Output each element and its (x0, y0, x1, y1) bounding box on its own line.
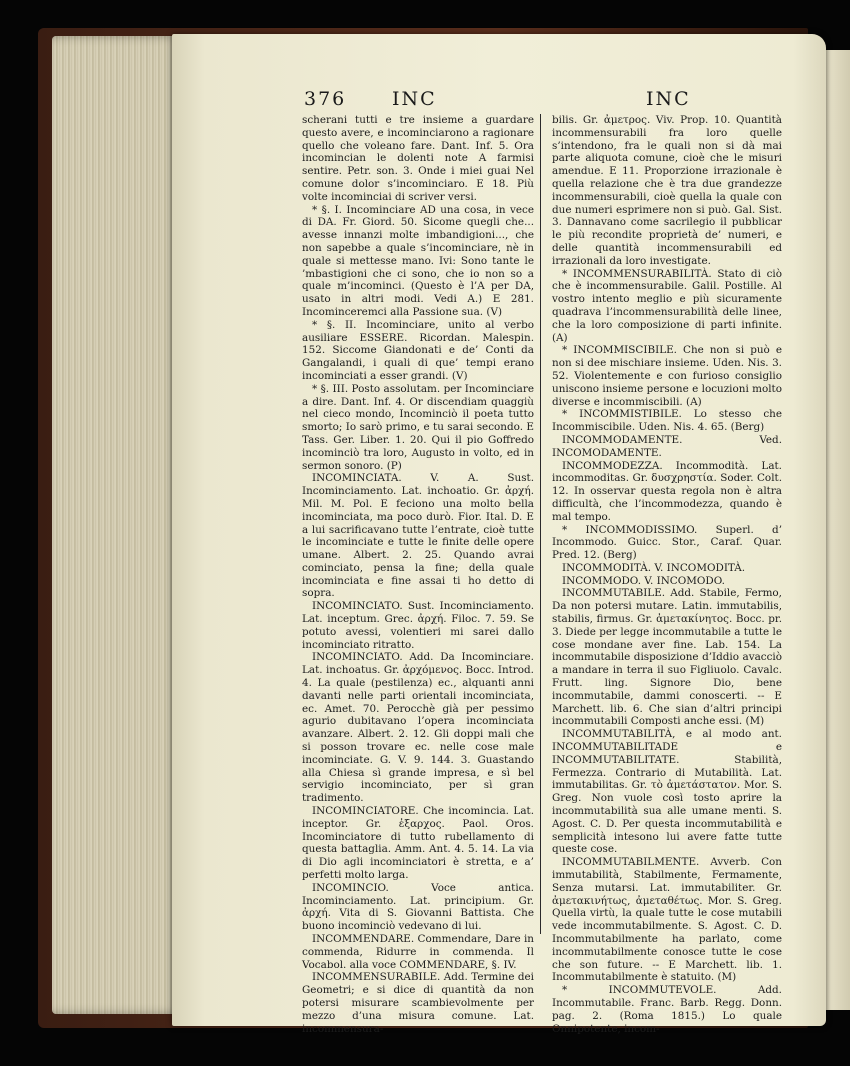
entry-paragraph: * INCOMMENSURABILITÀ. Stato di ciò che è incommensurabile. Galil. Postille. Al vostro intento meglio e più sicuramente quadrava l’incommensurabilità delle linee, che la loro composizione di parti infinite. (A) (552, 267, 782, 344)
entry-paragraph: * §. III. Posto assolutam. per Incominciare a dire. Dant. Inf. 4. Or discendiam quaggiù nel cieco mondo, Incominciò il poeta tutto smorto; Io sarò primo, e tu sarai secondo. E Tass. Ger. Liber. 1. 20. Qui il pio Goffredo incominciò tra loro, Augusto in volto, ed in sermon sonoro. (P) (302, 382, 534, 472)
entry-paragraph: INCOMMODITÀ. V. INCOMODITÀ. (562, 561, 746, 574)
running-head (0, 88, 850, 112)
entry-paragraph: * §. II. Incominciare, unito al verbo ausiliare ESSERE. Ricordan. Malespin. 152. Siccome Giandonati e de’ Conti da Gangalandi, i quali di que’ tempi erano incominciati a esser grandi. (V) (302, 318, 534, 382)
entry-paragraph: * INCOMMISCIBILE. Che non si può e non si dee mischiare insieme. Uden. Nis. 3. 52. Violentemente e con furioso consiglio uniscono insieme persone e locuzioni molto diverse e incommiscibili. (A) (552, 344, 782, 408)
entry-paragraph: INCOMINCIATORE. Che incomincia. Lat. inceptor. Gr. ἐξαρχος. Paol. Oros. Incominciatore di tutto rubellamento di questa battaglia. Amm. Ant. 4. 5. 14. La via di Dio agli incominciatori è stretta, e a’ perfetti molto larga. (302, 805, 534, 882)
column-divider (540, 114, 541, 934)
entry-paragraph: INCOMMUTABILMENTE. Avverb. Con immutabilità, Stabilmente, Fermamente, Senza mutarsi. Lat. immutabiliter. Gr. ἀμετακινήτως, ἀμεταθέτως. Mor. S. Greg. Quella virtù, la quale tutte le cose mutabili vede incommutabilmente. S. Agost. C. D. Incommutabilmente ha parlato, come incommutabilmente conosce tutte le cose che son future. -- E Marchett. lib. 1. Incommutabilmente è statuito. (M) (552, 856, 782, 984)
entry-paragraph: * INCOMMUTEVOLE. Add. Incommutabile. Franc. Barb. Regg. Donn. pag. 2. (Roma 1815.) Lo quale Onnipotente, incom- (552, 984, 782, 1035)
entry-paragraph: * INCOMMODISSIMO. Superl. d’ Incommodo. Guicc. Stor., Caraf. Quar. Pred. 12. (Berg) (552, 523, 782, 562)
entry-paragraph: INCOMINCIATA. V. A. Sust. Incominciamento. Lat. inchoatio. Gr. ἀρχή. Mil. M. Pol. E feciono una molto bella incominciata, ma poco durò. Fior. Ital. D. E a lui sacrificavano tutte l’entrate, cioè tutte le incominciate e tutte le finite delle opere umane. Albert. 2. 25. Quando avrai cominciato, pensa la fine; della quale incominciata e fine assai ti ho detto di sopra. (302, 472, 534, 600)
entry-paragraph: INCOMMENDARE. Commendare, Dare in commenda, Ridurre in commenda. Il Vocabol. alla voce COMMENDARE, §. IV. (302, 933, 534, 971)
right-column (552, 114, 782, 1035)
page-number: 376 (304, 88, 347, 110)
left-column (302, 114, 534, 1035)
entry-paragraph: INCOMINCIATO. Sust. Incominciamento. Lat. inceptum. Grec. ἀρχή. Filoc. 7. 59. Se potuto avessi, volentieri mi sarei dallo incominciato ritratto. (302, 600, 534, 651)
entry-paragraph: INCOMMENSURABILE. Add. Termine dei Geometri; e si dice di quantità da non potersi misurare scambievolmente per mezzo d’una misura comune. Lat. incommensura- (302, 971, 534, 1035)
left-column-heading: INC (392, 88, 437, 110)
entry-paragraph: INCOMMODO. V. INCOMODO. (562, 574, 725, 587)
entry-paragraph: * INCOMMISTIBILE. Lo stesso che Incommiscibile. Uden. Nis. 4. 65. (Berg) (552, 408, 782, 434)
page-edges (52, 36, 180, 1014)
entry-paragraph: INCOMMODAMENTE. Ved. INCOMODAMENTE. (552, 433, 782, 459)
entry-paragraph: INCOMMUTABILITÀ, e al modo ant. INCOMMUTABILITADE e INCOMMUTABILITATE. Stabilità, Fermezza. Contrario di Mutabilità. Lat. immutabilitas. Gr. τὸ ἀμετάστατον. Mor. S. Greg. Non vuole così tosto aprire la incommutabilità sua alle umane menti. S. Agost. C. D. Per questa incommutabilità e semplicità intesono lui avere fatte tutte queste cose. (552, 728, 782, 856)
entry-paragraph: INCOMINCIATO. Add. Da Incominciare. Lat. inchoatus. Gr. ἀρχόμενος. Bocc. Introd. 4. La quale (pestilenza) ec., alquanti anni davanti nelle parti orientali incominciata, ec. Amet. 70. Perocchè già per pessimo agurio dubitavano l’opera incominciata avanzare. Albert. 2. 12. Gli doppi mali che si posson trovare ec. nelle cose male incominciate. G. V. 9. 144. 3. Guastando alla Chiesa sì grande impresa, e sì bel servigio incominciato, per sì gran tradimento. (302, 651, 534, 805)
entry-paragraph: INCOMINCIO. Voce antica. Incominciamento. Lat. principium. Gr. ἀρχή. Vita di S. Giovanni Battista. Che buono incominciò vedevano di lui. (302, 881, 534, 933)
entry-paragraph: bilis. Gr. ἀμετρος. Viv. Prop. 10. Quantità incommensurabili fra loro quelle s’intendono, fra le quali non si dà mai parte aliquota comune, cioè che le misuri amendue. E 11. Proporzione irrazionale è quella relazione che è tra due grandezze incommensurabili, cioè quella la quale con due numeri esprimere non si può. Gal. Sist. 3. Dannavano come sacrilegio il pubblicar le più recondite proprietà de’ numeri, e delle quantità incommensurabili ed irrazionali da loro investigate. (552, 114, 782, 267)
entry-paragraph: * §. I. Incominciare AD una cosa, in vece di DA. Fr. Giord. 50. Sicome quegli che... avesse innanzi molte imbandigioni..., che non sapebbe a quale s’incominciare, nè in quale si mettesse mano. Ivi: Sono tante le ’mbastigioni che ci sono, che io non so a quale m’incominci. (Questo è l’A per DA, usato in altri modi. Vedi A.) E 281. Incominceremci alla Passione sua. (V) (302, 203, 534, 318)
entry-paragraph: INCOMMUTABILE. Add. Stabile, Fermo, Da non potersi mutare. Latin. immutabilis, stabilis, firmus. Gr. ἀμετακίνητος. Bocc. pr. 3. Diede per legge incommutabile a tutte le cose mondane aver fine. Lab. 154. La incommutabile disposizione d’Iddio avacciò a mandare in terra il suo Figliuolo. Cavalc. Frutt. ling. Signore Dio, bene incommutabile, dammi conoscerti. -- E Marchett. lib. 6. Che sian d’altri principi incommutabili Composti anche essi. (M) (552, 587, 782, 728)
entry-paragraph: scherani tutti e tre insieme a guardare questo avere, e incominciarono a ragionare quello che voleano fare. Dant. Inf. 5. Ora incomincian le dolenti note A farmisi sentire. Petr. son. 3. Onde i miei guai Nel comune dolor s’incominciaro. E 18. Più volte incominciai di scriver versi. (302, 114, 534, 203)
entry-paragraph: INCOMMODEZZA. Incommodità. Lat. incommoditas. Gr. δυσχρηστία. Soder. Colt. 12. In osservar questa regola non è altra difficultà, che l’incommodezza, quando è mal tempo. (552, 459, 782, 523)
right-column-heading: INC (646, 88, 691, 110)
